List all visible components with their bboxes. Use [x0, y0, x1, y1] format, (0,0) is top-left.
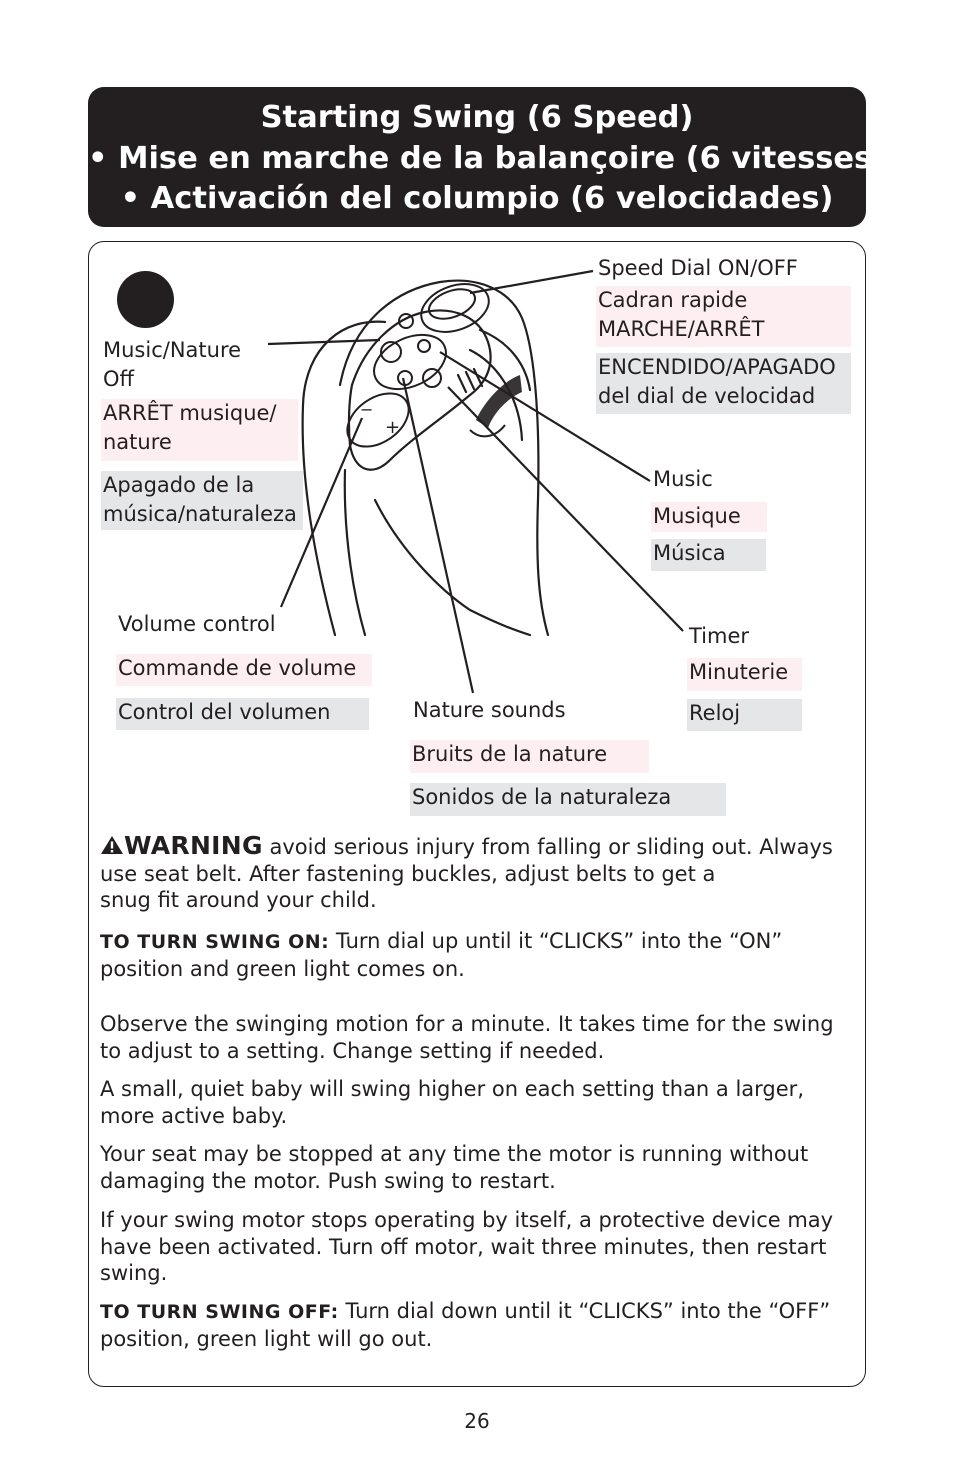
paragraph-text: Your seat may be stopped at any time the motor is running without damaging the motor. Push swing to restart. [100, 1142, 809, 1193]
leader-music-off [268, 340, 380, 344]
label-music-es: Música [651, 539, 766, 571]
label-speed-dial-es-line1: ENCENDIDO/APAGADO [598, 355, 836, 379]
label-nature-es: Sonidos de la naturaleza [410, 783, 726, 816]
label-music-off-en-line2: Off [103, 367, 134, 391]
label-timer-en: Timer [689, 624, 750, 648]
lower-curve [375, 500, 530, 635]
warning-text-line3: snug fit around your child. [100, 888, 377, 912]
warning-word: WARNING [124, 831, 263, 860]
leader-timer [448, 387, 683, 631]
paragraph-small-baby [100, 1076, 860, 1129]
label-music-fr: Musique [651, 502, 767, 532]
label-speed-dial-es [596, 353, 851, 414]
label-nature-fr: Bruits de la nature [410, 740, 649, 773]
label-speed-dial-es-line2: del dial de velocidad [598, 384, 816, 408]
turn-off-label: TO TURN SWING OFF: [100, 1301, 339, 1323]
label-speed-dial-fr [596, 286, 851, 347]
title-english: Starting Swing (6 Speed) [260, 100, 694, 135]
label-volume-en: Volume control [118, 612, 276, 636]
seat-outline [303, 322, 385, 405]
turn-on-instruction [100, 928, 860, 982]
label-music-off-es-line2: música/naturaleza [103, 502, 297, 526]
label-music-en: Music [653, 467, 713, 491]
leader-speed-dial [470, 271, 593, 293]
title-french: • Mise en marche de la balançoire (6 vitesses) [88, 141, 887, 176]
label-music-off-en [101, 336, 241, 394]
warning-text-line1: avoid serious injury from falling or sliding out. Always [262, 835, 833, 859]
turn-off-text: Turn dial down until it “CLICKS” into the “OFF” position, green light will go out. [100, 1299, 831, 1351]
turn-on-label: TO TURN SWING ON: [100, 931, 330, 953]
timer-button-icon [423, 369, 441, 387]
label-music-off-fr-line1: ARRÊT musique/ [103, 401, 277, 425]
leader-nature [403, 378, 473, 693]
label-music-off-fr-line2: nature [103, 430, 172, 454]
paragraph-text: If your swing motor stops operating by itself, a protective device may have been activated. Turn off motor, wait three minutes, then restart swing. [100, 1208, 834, 1285]
plus-glyph: + [385, 417, 401, 438]
turn-on-text: Turn dial up until it “CLICKS” into the “ON” position and green light comes on. [100, 929, 783, 981]
label-volume-es: Control del volumen [116, 698, 369, 730]
housing-inner [345, 470, 365, 635]
paragraph-observe [100, 1011, 860, 1064]
warning-text-line2: use seat belt. After fastening buckles, adjust belts to get a [100, 861, 716, 886]
paragraph-motor-stops [100, 1207, 860, 1287]
warning-triangle-icon [100, 835, 124, 855]
label-music-off-en-line1: Music/Nature [103, 338, 242, 362]
label-speed-dial-en: Speed Dial ON/OFF [598, 256, 798, 280]
label-volume-fr: Commande de volume [116, 654, 372, 686]
page-number: 26 [464, 1409, 490, 1433]
label-speed-dial-fr-line1: Cadran rapide [598, 288, 748, 312]
title-spanish: • Activación del columpio (6 velocidades) [120, 181, 834, 216]
paragraph-text: Observe the swinging motion for a minute. It takes time for the swing to adjust to a setting. Change setting if needed. [100, 1012, 834, 1063]
label-timer-es: Reloj [687, 699, 802, 731]
label-music-off-es [101, 471, 303, 530]
label-music-off-fr [101, 399, 298, 461]
warning-block [100, 833, 860, 914]
minus-glyph: − [360, 400, 374, 419]
label-music-off-es-line1: Apagado de la [103, 473, 255, 497]
music-button-icon [418, 340, 430, 352]
label-speed-dial-fr-line2: MARCHE/ARRÊT [598, 317, 765, 341]
paragraph-text: A small, quiet baby will swing higher on each setting than a larger, more active baby. [100, 1077, 804, 1128]
paragraph-seat-stopped [100, 1141, 860, 1194]
label-timer-fr: Minuterie [687, 658, 802, 691]
label-nature-en: Nature sounds [413, 698, 566, 722]
turn-off-instruction [100, 1298, 860, 1352]
button-cluster [365, 324, 454, 400]
